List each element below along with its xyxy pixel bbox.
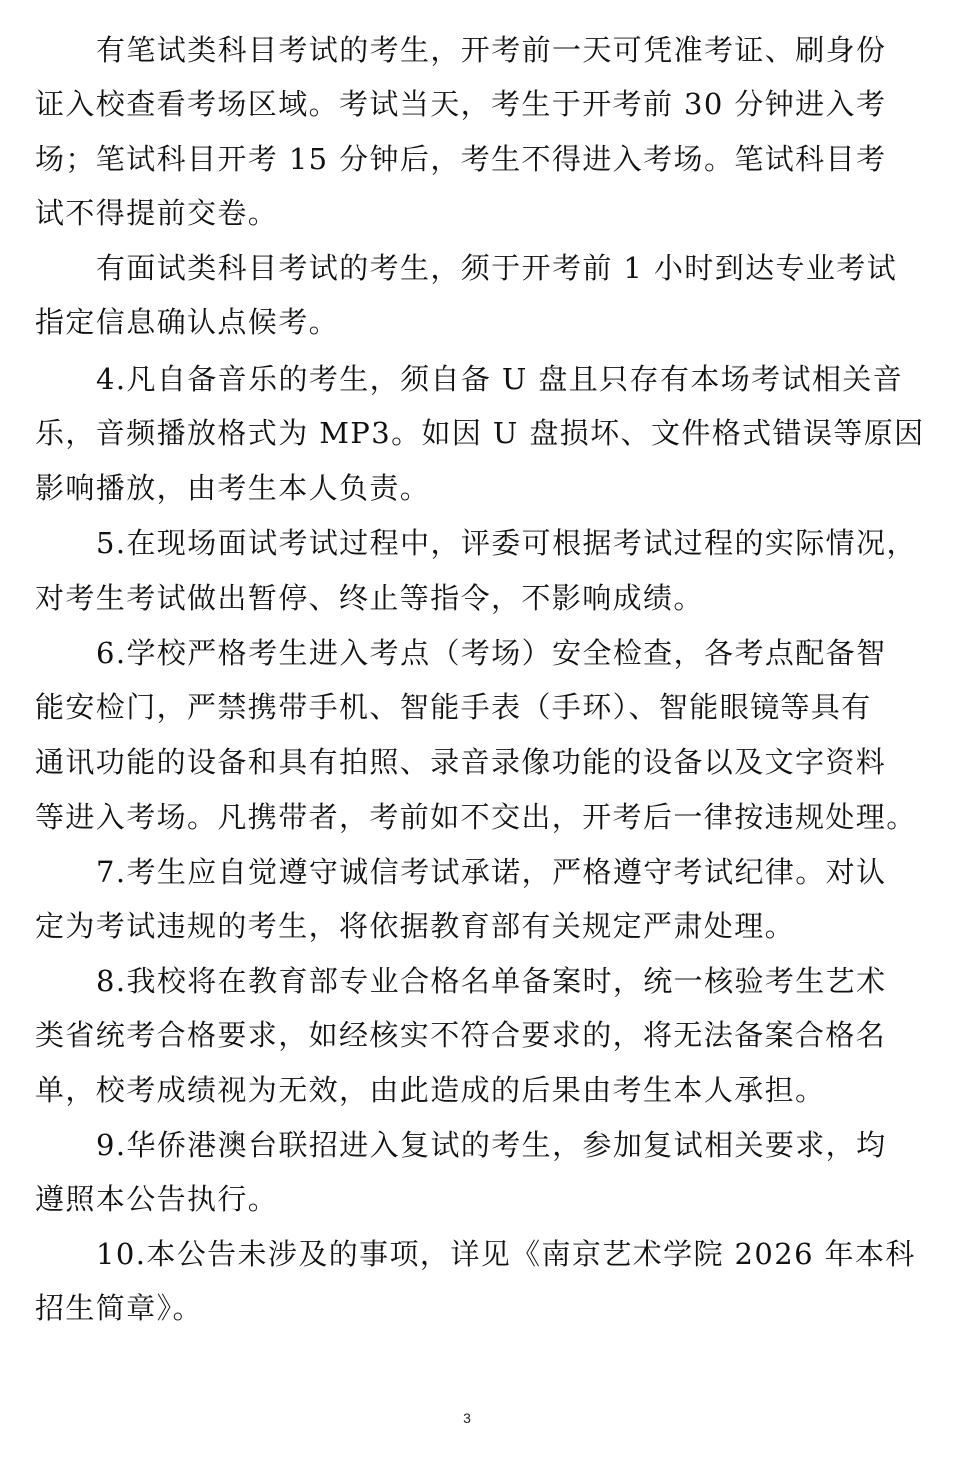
item-9-line-1: 9.华侨港澳台联招进入复试的考生，参加复试相关要求，均 — [96, 1128, 887, 1162]
item-5-line-1: 5.在现场面试考试过程中，评委可根据考试过程的实际情况， — [96, 526, 917, 560]
item-4-line-3: 影响播放，由考生本人负责。 — [35, 471, 431, 505]
paragraph-2-line-1: 有面试类科目考试的考生，须于开考前 1 小时到达专业考试 — [96, 251, 898, 285]
item-10-line-1: 10.本公告未涉及的事项，详见《南京艺术学院 2026 年本科 — [96, 1237, 916, 1271]
item-6-line-4: 等进入考场。凡携带者，考前如不交出，开考后一律按违规处理。 — [35, 800, 917, 834]
item-6-line-2: 能安检门，严禁携带手机、智能手表（手环）、智能眼镜等具有 — [35, 690, 872, 724]
item-6-line-3: 通讯功能的设备和具有拍照、录音录像功能的设备以及文字资料 — [35, 745, 887, 779]
item-7-line-1: 7.考生应自觉遵守诚信考试承诺，严格遵守考试纪律。对认 — [96, 855, 887, 889]
paragraph-1-line-1: 有笔试类科目考试的考生，开考前一天可凭准考证、刷身份 — [96, 33, 887, 67]
paragraph-1-line-2: 证入校查看考场区域。考试当天，考生于开考前 30 分钟进入考 — [35, 87, 887, 121]
item-8-line-1: 8.我校将在教育部专业合格名单备案时，统一核验考生艺术 — [96, 964, 887, 998]
item-4-line-1: 4.凡自备音乐的考生，须自备 U 盘且只存有本场考试相关音 — [96, 362, 904, 396]
item-5-line-2: 对考生考试做出暂停、终止等指令，不影响成绩。 — [35, 581, 704, 615]
item-6-line-1: 6.学校严格考生进入考点（考场）安全检查，各考点配备智 — [96, 636, 887, 670]
page-number: 3 — [463, 1410, 471, 1426]
item-8-line-3: 单，校考成绩视为无效，由此造成的后果由考生本人承担。 — [35, 1073, 826, 1107]
item-8-line-2: 类省统考合格要求，如经核实不符合要求的，将无法备案合格名 — [35, 1018, 887, 1052]
item-4-line-2: 乐，音频播放格式为 MP3。如因 U 盘损坏、文件格式错误等原因 — [35, 416, 925, 450]
paragraph-1-line-3: 场；笔试科目开考 15 分钟后，考生不得进入考场。笔试科目考 — [35, 142, 887, 176]
paragraph-2-line-2: 指定信息确认点候考。 — [35, 305, 340, 339]
item-10-line-2: 招生简章》。 — [35, 1291, 203, 1325]
item-9-line-2: 遵照本公告执行。 — [35, 1182, 279, 1216]
item-7-line-2: 定为考试违规的考生，将依据教育部有关规定严肃处理。 — [35, 909, 796, 943]
paragraph-1-line-4: 试不得提前交卷。 — [35, 196, 279, 230]
